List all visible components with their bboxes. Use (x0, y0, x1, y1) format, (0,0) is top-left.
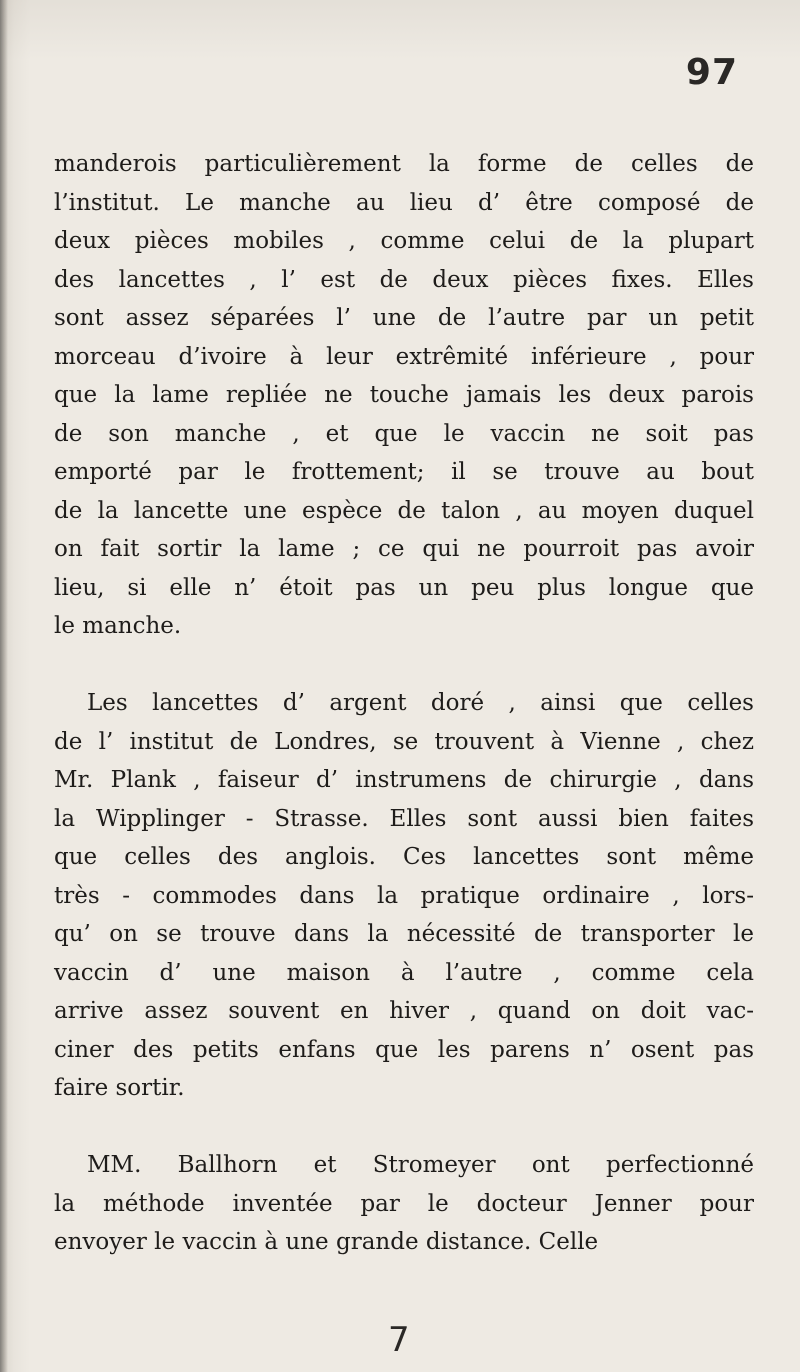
text-line: manderois particulièrement la forme de celles de (54, 151, 754, 177)
paragraph-gap (54, 1108, 754, 1147)
text-line: envoyer le vaccin à une grande distance. Celle (54, 1229, 599, 1255)
text-line: l’institut. Le manche au lieu d’ être composé de (54, 189, 754, 216)
text-line: qu’ on se trouve dans la nécessité de transporter le (54, 921, 754, 947)
text-line: la Wipplinger - Strasse. Elles sont aussi bien faites (54, 805, 754, 832)
signature-mark: 7 (388, 1320, 410, 1360)
text-line: de la lancette une espèce de talon , au moyen duquel (54, 497, 754, 524)
paragraph-gap (54, 646, 754, 685)
text-line: le manche. (54, 613, 182, 639)
text-line: Les lancettes d’ argent doré , ainsi que celles (87, 690, 754, 716)
text-line: arrive assez souvent en hiver , quand on doit vac- (54, 998, 754, 1024)
body-text (54, 145, 754, 1262)
paragraph (54, 145, 754, 646)
text-line: deux pièces mobiles , comme celui de la plupart (54, 228, 754, 254)
binding-shadow (0, 0, 8, 1372)
text-line: lieu, si elle n’ étoit pas un peu plus longue que (54, 574, 754, 601)
text-line: de l’ institut de Londres, se trouvent à Vienne , chez (54, 728, 754, 755)
text-line: on fait sortir la lame ; ce qui ne pourroit pas avoir (54, 536, 754, 562)
text-line: Mr. Plank , faiseur d’ instrumens de chirurgie , dans (54, 767, 754, 793)
text-line: morceau d’ivoire à leur extrêmité inférieure , pour (54, 343, 754, 370)
text-line: vaccin d’ une maison à l’autre , comme cela (54, 959, 754, 986)
text-line: emporté par le frottement; il se trouve au bout (54, 459, 754, 485)
text-line: très - commodes dans la pratique ordinaire , lors- (54, 882, 754, 909)
text-line: de son manche , et que le vaccin ne soit pas (54, 420, 754, 447)
text-line: sont assez séparées l’ une de l’autre par un petit (54, 305, 754, 331)
text-line: la méthode inventée par le docteur Jenner pour (54, 1190, 754, 1217)
text-line: que celles des anglois. Ces lancettes sont même (54, 844, 754, 870)
text-line: des lancettes , l’ est de deux pièces fixes. Elles (54, 266, 754, 293)
text-line: faire sortir. (54, 1075, 185, 1101)
text-line: MM. Ballhorn et Stromeyer ont perfectionné (87, 1152, 754, 1178)
page-number: 97 (685, 52, 738, 93)
text-line: que la lame repliée ne touche jamais les deux parois (54, 382, 754, 408)
text-line: ciner des petits enfans que les parens n’ osent pas (54, 1036, 754, 1063)
paragraph (54, 684, 754, 1108)
paragraph (54, 1146, 754, 1262)
